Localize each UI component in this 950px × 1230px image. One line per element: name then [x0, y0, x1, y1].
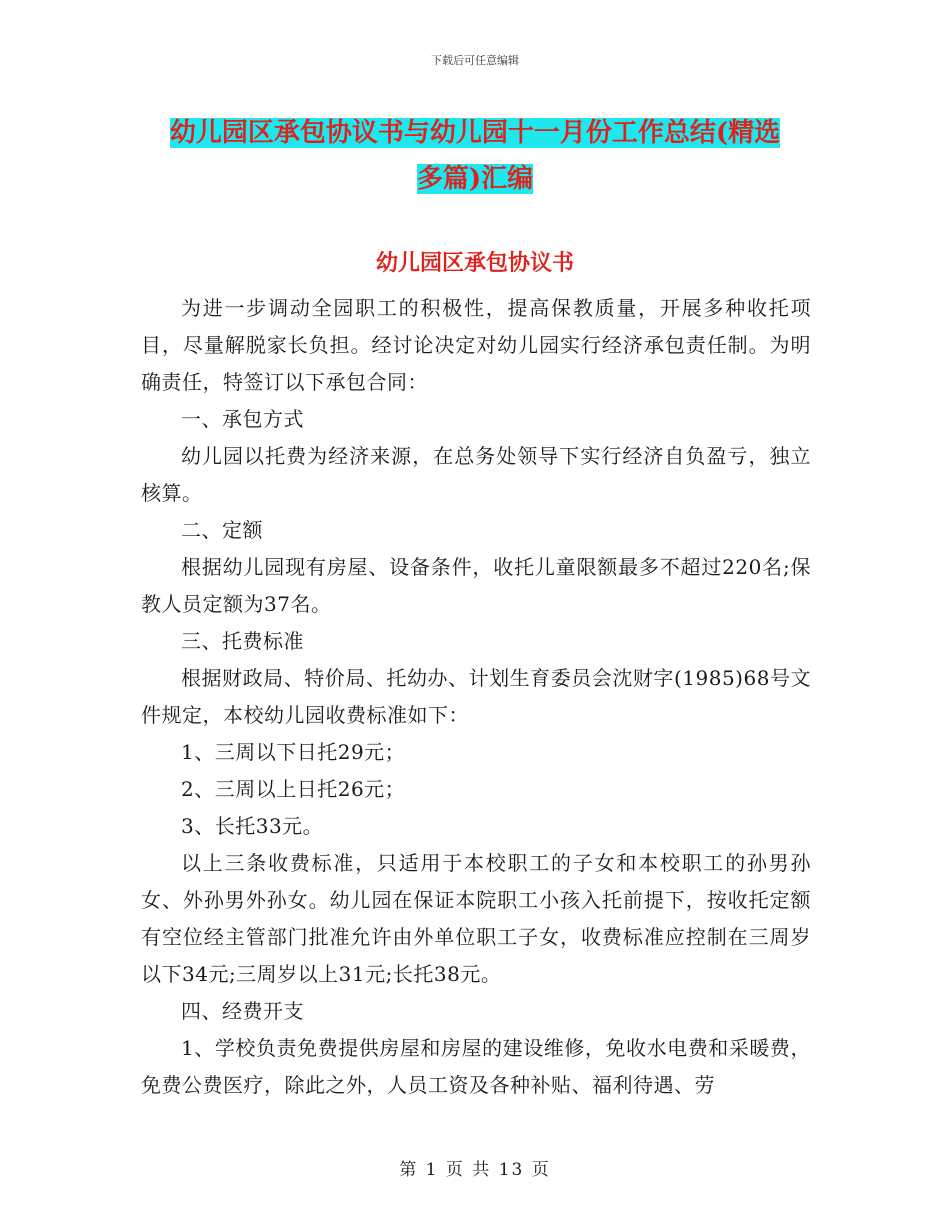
paragraph: 一、承包方式 [181, 407, 304, 431]
page-header-note: 下载后可任意编辑 [431, 54, 519, 67]
document-title [140, 110, 810, 202]
section-title: 幼儿园区承包协议书 [375, 250, 574, 276]
paragraph: 1、学校负责免费提供房屋和房屋的建设维修，免收水电费和采暖费，免费公费医疗，除此之外，人员工资及各种补贴、福利待遇、劳 [141, 1036, 811, 1097]
paragraph: 三、托费标准 [181, 629, 304, 653]
paragraph: 2、三周以上日托26元； [181, 777, 406, 801]
paragraph: 幼儿园以托费为经济来源，在总务处领导下实行经济自负盈亏，独立核算。 [141, 444, 811, 505]
paragraph: 为进一步调动全园职工的积极性，提高保教质量，开展多种收托项目，尽量解脱家长负担。经讨论决定对幼儿园实行经济承包责任制。为明确责任，特签订以下承包合同： [141, 296, 811, 394]
document-body [141, 290, 811, 1104]
page-number: 第 1 页 共 13 页 [399, 1160, 551, 1180]
document-title-line-1: 幼儿园区承包协议书与幼儿园十一月份工作总结(精选 [169, 118, 781, 148]
paragraph: 以上三条收费标准，只适用于本校职工的子女和本校职工的孙男孙女、外孙男外孙女。幼儿园在保证本院职工小孩入托前提下，按收托定额有空位经主管部门批准允许由外单位职工子女，收费标准应控制在三周岁以下34元;三周岁以上31元;长托38元。 [141, 851, 811, 986]
paragraph: 1、三周以下日托29元； [181, 740, 406, 764]
paragraph: 四、经费开支 [181, 999, 304, 1023]
paragraph: 根据财政局、特价局、托幼办、计划生育委员会沈财字(1985)68号文件规定，本校幼儿园收费标准如下： [141, 666, 811, 727]
paragraph: 二、定额 [181, 518, 263, 542]
document-title-line-2: 多篇)汇编 [416, 164, 534, 194]
paragraph: 根据幼儿园现有房屋、设备条件，收托儿童限额最多不超过220名;保教人员定额为37名。 [141, 555, 811, 616]
paragraph: 3、长托33元。 [181, 814, 324, 838]
